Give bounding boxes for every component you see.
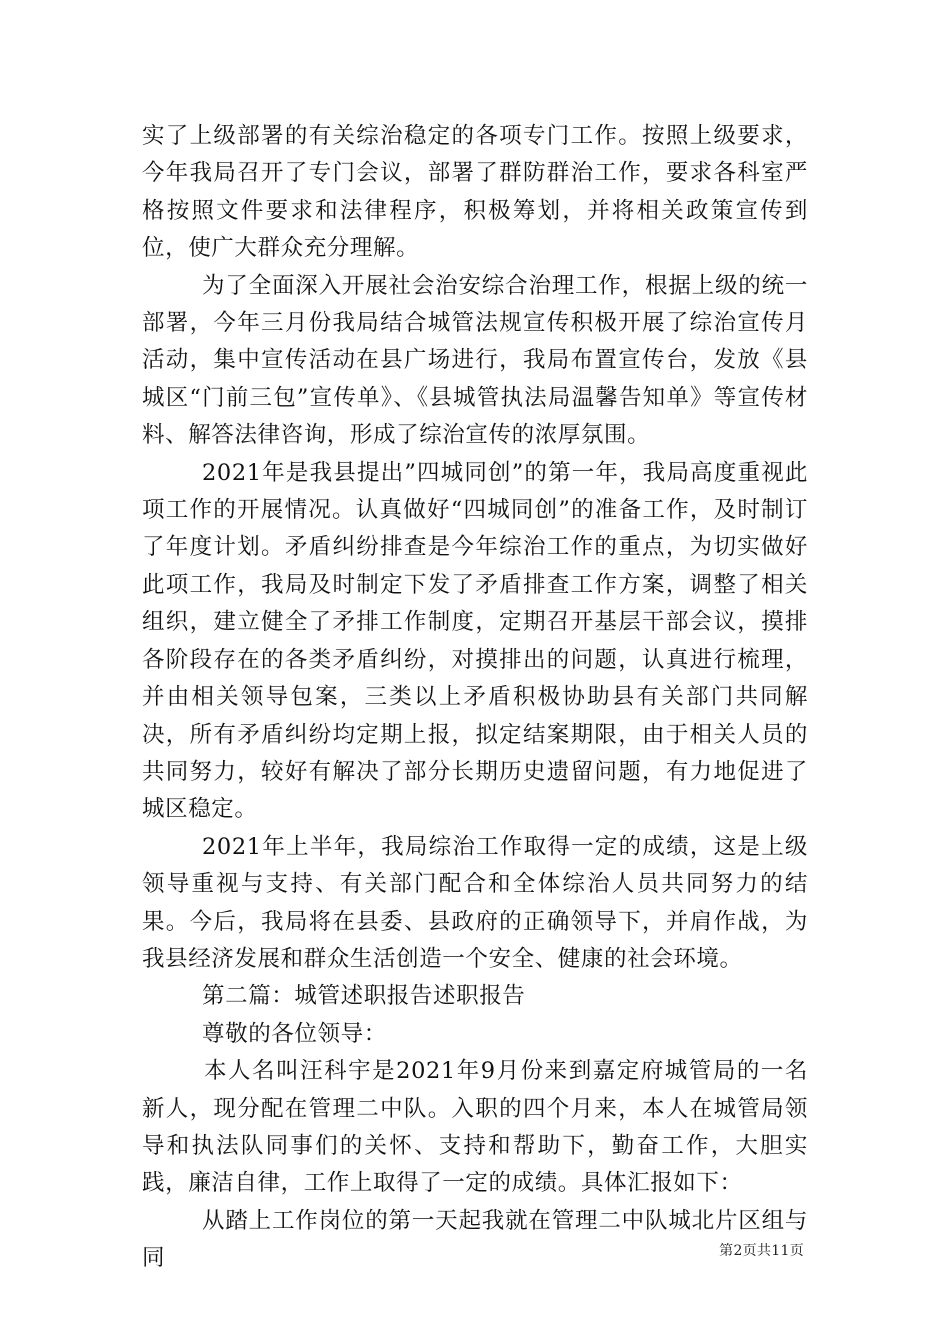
paragraph-continuation: 实了上级部署的有关综治稳定的各项专门工作。按照上级要求，今年我局召开了专门会议，部署了群防群治工作，要求各科室严格按照文件要求和法律程序，积极筹划，并将相关政策宣传到位，使广大群众充分理解。 [142,123,808,262]
document-body [142,118,808,1278]
page-number-footer: 第2页共11页 [719,1243,804,1259]
salutation: 尊敬的各位领导： [202,1020,387,1047]
paragraph-first-day: 从踏上工作岗位的第一天起我就在管理二中队城北片区组与同 [142,1207,808,1272]
section-heading-second-article: 第二篇：城管述职报告述职报告 [202,983,526,1010]
paragraph-publicity-month: 为了全面深入开展社会治安综合治理工作，根据上级的统一部署，今年三月份我局结合城管法规宣传积极开展了综治宣传月活动，集中宣传活动在县广场进行，我局布置宣传台，发放《县城区“门前三包”宣传单》、《县城管执法局温馨告知单》等宣传材料、解答法律咨询，形成了综治宣传的浓厚氛围。 [142,272,808,449]
paragraph-half-year-summary: 2021年上半年，我局综治工作取得一定的成绩，这是上级领导重视与支持、有关部门配合和全体综治人员共同努力的结果。今后，我局将在县委、县政府的正确领导下，并肩作战，为我县经济发展和群众生活创造一个安全、健康的社会环境。 [142,833,808,972]
paragraph-self-introduction: 本人名叫汪科宇是2021年9月份来到嘉定府城管局的一名新人，现分配在管理二中队。入职的四个月来，本人在城管局领导和执法队同事们的关怀、支持和帮助下，勤奋工作，大胆实践，廉洁自律，工作上取得了一定的成绩。具体汇报如下： [142,1058,808,1197]
paragraph-four-cities: 2021年是我县提出”四城同创”的第一年，我局高度重视此项工作的开展情况。认真做好“四城同创”的准备工作，及时制订了年度计划。矛盾纠纷排查是今年综治工作的重点，为切实做好此项工作，我局及时制定下发了矛盾排查工作方案，调整了相关组织，建立健全了矛排工作制度，定期召开基层干部会议，摸排各阶段存在的各类矛盾纠纷，对摸排出的问题，认真进行梳理，并由相关领导包案，三类以上矛盾积极协助县有关部门共同解决，所有矛盾纠纷均定期上报，拟定结案期限，由于相关人员的共同努力，较好有解决了部分长期历史遗留问题，有力地促进了城区稳定。 [142,459,808,823]
